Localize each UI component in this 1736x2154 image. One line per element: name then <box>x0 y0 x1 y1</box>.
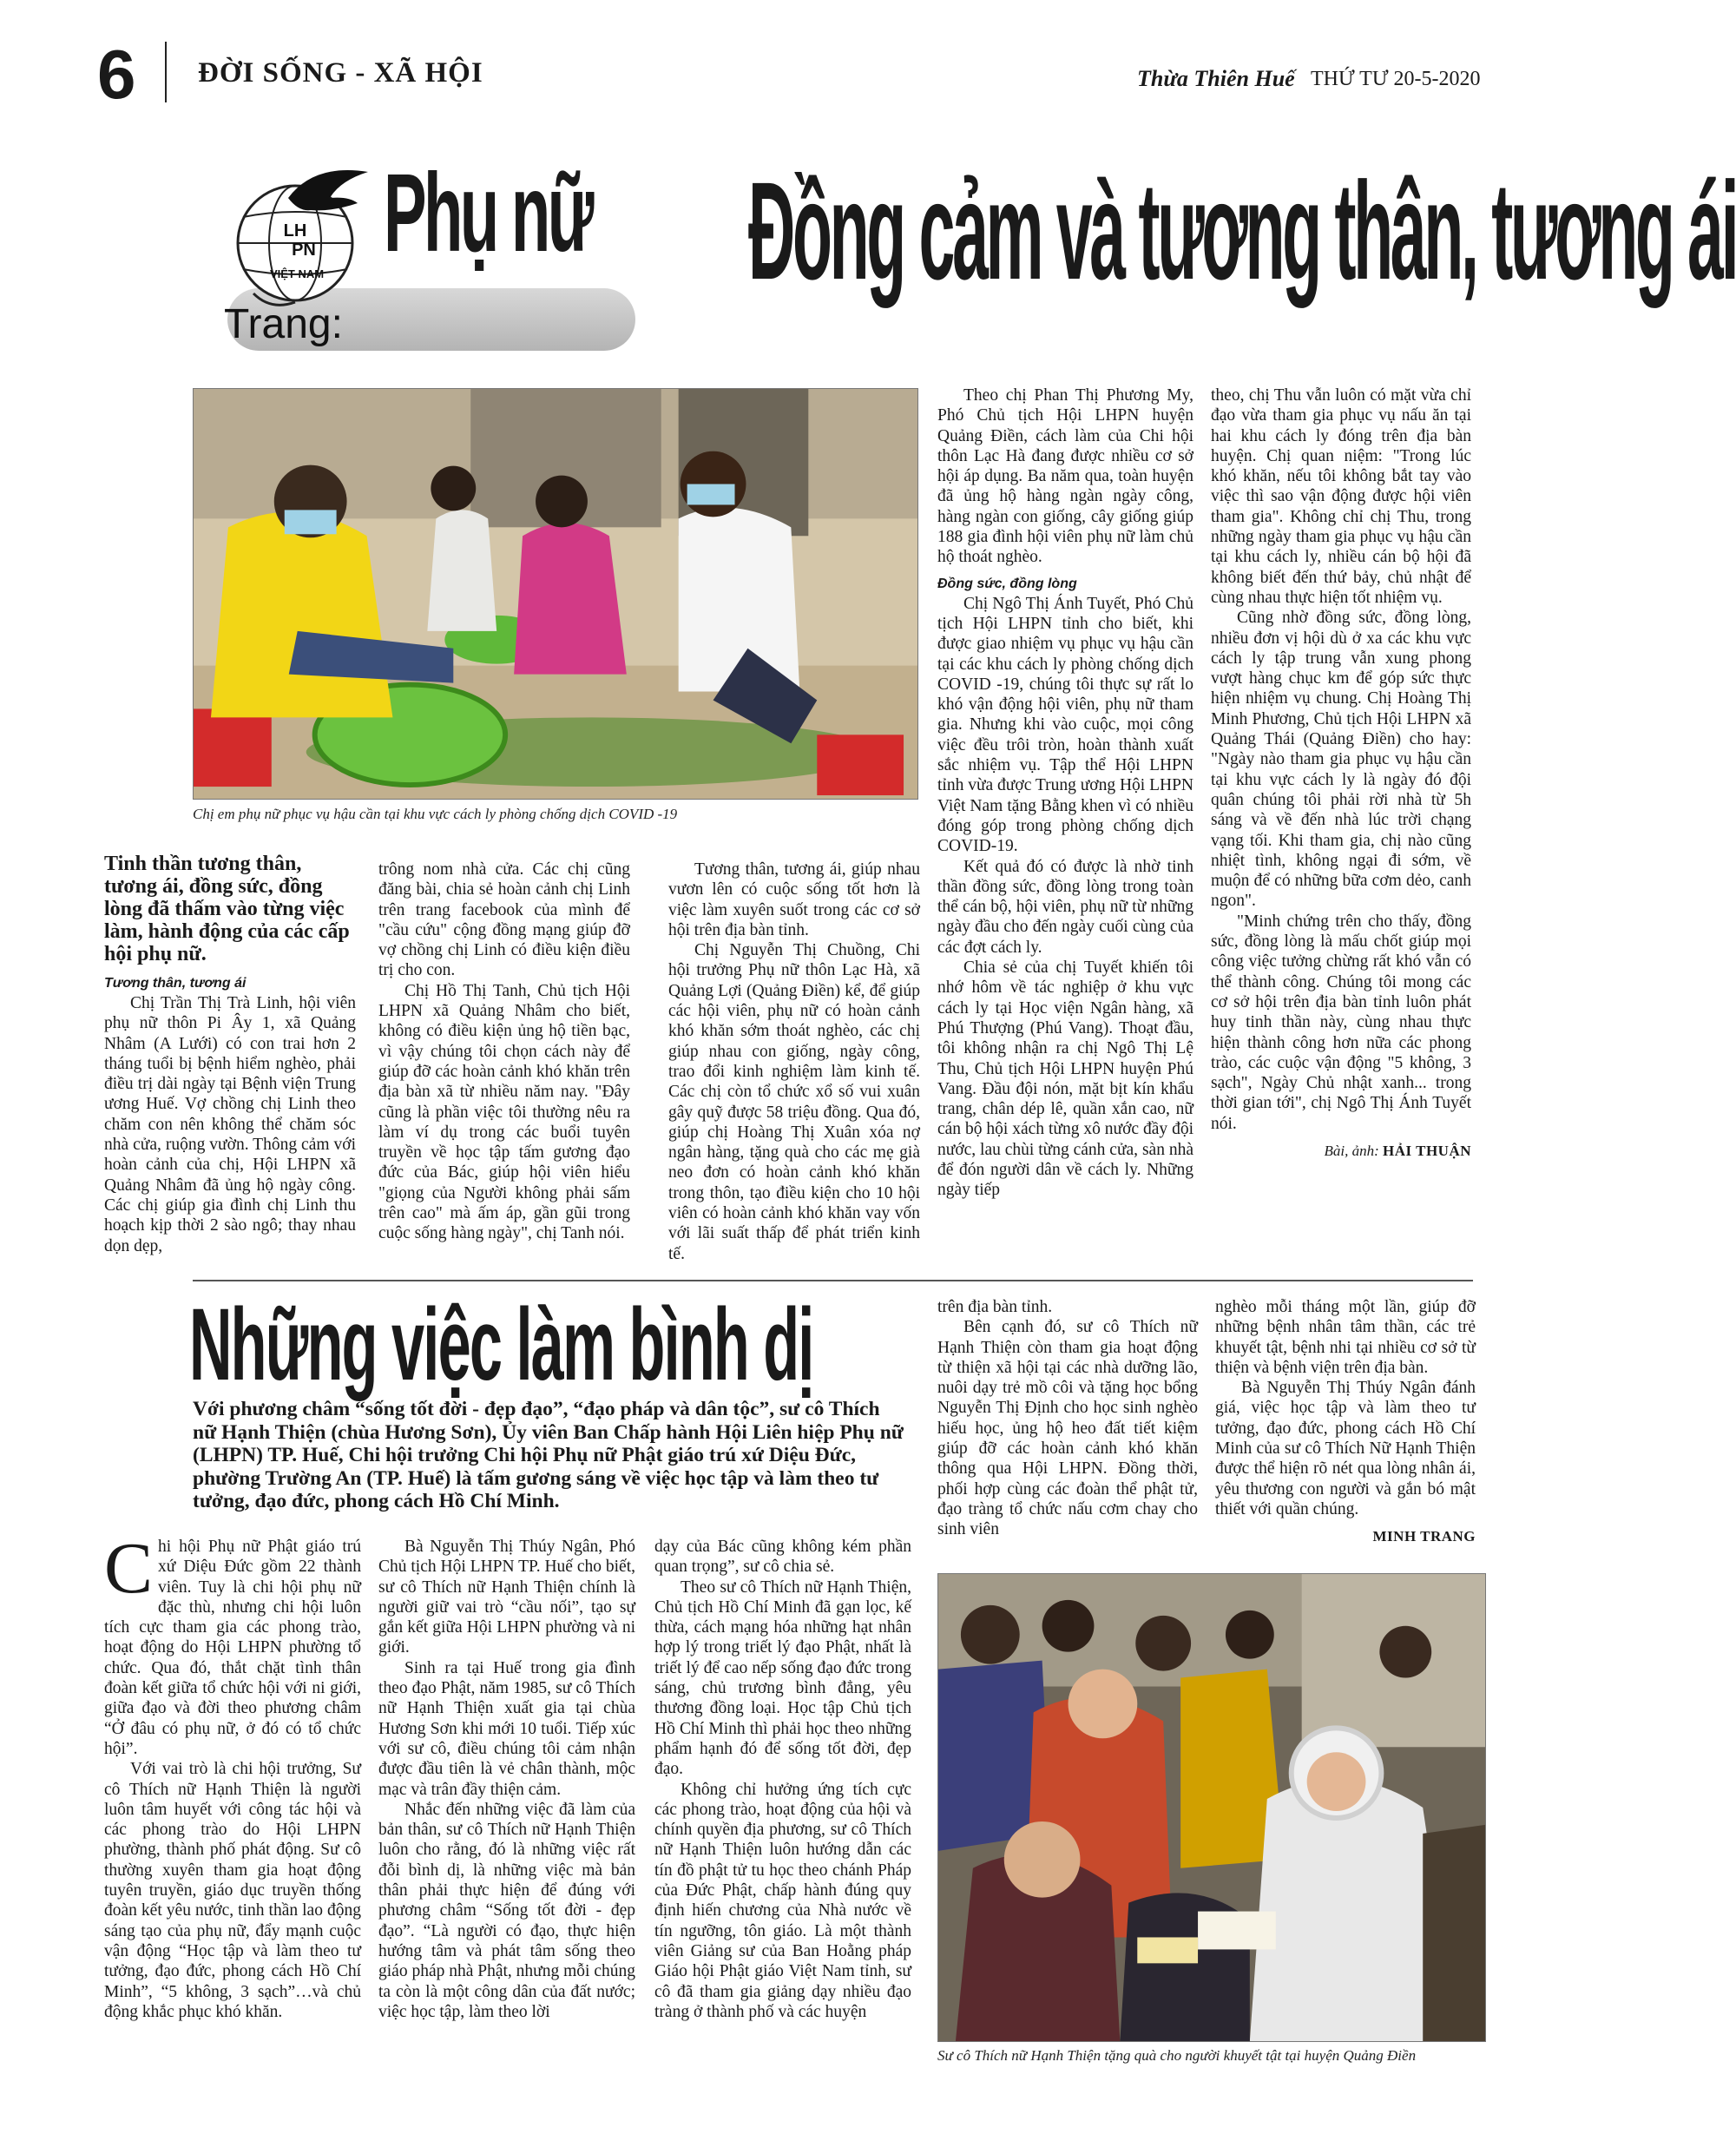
article1-paragraph: Cũng nhờ đồng sức, đồng lòng, nhiều đơn vị hội dù ở xa các khu vực cách ly tập trung vẫn xung phong vượt hàng chục km để góp sức thực hiện nhiệm vụ chung. Chị Hoàng Thị Minh Phương, Chủ tịch Hội LHPN xã Quảng Thái (Quảng Điền) cho hay: "Ngày nào tham gia phục vụ hậu cần tại khu vực cách ly là ngày đó đội quân chúng tôi phải rời nhà từ 5h sáng và về đến nhà lúc trời chạng vạng tối. Khi tham gia, chị nào cũng nhiệt tình, không ngại đi sớm, về muộn để có những bữa cơm dẻo, canh ngon". <box>1211 609 1471 911</box>
article2-photo-caption: Sư cô Thích nữ Hạnh Thiện tặng quà cho người khuyết tật tại huyện Quảng Điền <box>937 2047 1417 2064</box>
byline-prefix: Bài, ảnh: <box>1324 1142 1379 1159</box>
article2-paragraph: Theo sư cô Thích nữ Hạnh Thiện, Chủ tịch Hồ Chí Minh đã gạn lọc, kế thừa, cách mạng hóa những hạt nhân hợp lý trong triết lý đạo Phật, nhất là triết lý để cao nếp sống đạo đức trong sáng, chủ trương bình đẳng, yêu thương đồng loại. Học tập Chủ tịch Hồ Chí Minh thì phải học theo những phẩm hạnh đó để sống tốt đời, đẹp đạo. <box>654 1578 911 1779</box>
article1-paragraph: Kết quả đó có được là nhờ tinh thần đồng sức, đồng lòng trong toàn thể cán bộ, hội viên, phụ nữ từ những ngày đầu cho đến ngày cuối cùng của các đợt cách ly. <box>937 857 1194 957</box>
article2-column-4 <box>937 1297 1198 1540</box>
article2-paragraph: nghèo mỗi tháng một lần, giúp đỡ những bệnh nhân tâm thần, các trẻ khuyết tật, bệnh nhi tại nhiều cơ sở từ thiện và bệnh viện trên địa bàn. <box>1215 1298 1476 1377</box>
article2-paragraph: Không chỉ hưởng ứng tích cực các phong trào, hoạt động của hội và chính quyền địa phương, sư cô Thích nữ Hạnh Thiện luôn hướng dẫn các tín đồ phật tử tu học theo chánh Pháp của Đức Phật, chấp hành đúng quy định hiến chương của Nhà nước về tín ngưỡng, tôn giáo. Là một thành viên Giảng sư của Ban Hoằng pháp Giáo hội Phật giáo Việt Nam tỉnh, sư cô đã tham gia giảng dạy nhiều đạo tràng ở thành phố và các huyện <box>654 1780 911 2021</box>
article1-headline: Đồng cảm và tương thân, tương ái <box>748 153 1736 308</box>
article2-paragraph: hi hội Phụ nữ Phật giáo trú xứ Diệu Đức gồm 22 thành viên. Tuy là chi hội phụ nữ đặc thù, nhưng chi hội luôn tích cực tham gia các phong trào, hoạt động do Hội LHPN phường tổ chức. Qua đó, thắt chặt tình thân đoàn kết giữa tổ chức hội với ni giới, giữa đạo và đời theo phương châm “Ở đâu có phụ nữ, ở đó có tổ chức hội”. <box>104 1538 361 1758</box>
article1-column-5 <box>1211 385 1471 1161</box>
article1-paragraph: Chị Nguyễn Thị Chuồng, Chi hội trưởng Phụ nữ thôn Lạc Hà, xã Quảng Lợi (Quảng Điền) kể, để giúp các hội viên, phụ nữ có hoàn cảnh khó khăn sớm thoát nghèo, các chị giúp nhau con giống, ngày công, trao đổi kinh nghiệm làm kinh tế. Các chị còn tổ chức xổ số vui xuân gây quỹ được 58 triệu đồng. Qua đó, giúp chị Hoàng Thị Xuân xóa nợ ngân hàng, tặng quà cho các mẹ già neo đơn có hoàn cảnh khó khăn trong thôn, tạo điều kiện cho 10 hội viên có hoàn cảnh khó khăn vay vốn với lãi suất thấp để phát triển kinh tế. <box>668 941 920 1263</box>
article2-byline <box>1215 1526 1476 1546</box>
article1-paragraph: Chia sẻ của chị Tuyết khiến tôi nhớ hôm về tác nghiệp ở khu vực cách ly tại Học viện Ngân hàng, xã Phú Thượng (Phú Vang). Thoạt đầu, tôi không nhận ra chị Ngô Thị Lệ Thu, Chủ tịch Hội LHPN huyện Phú Vang. Đầu đội nón, mặt bịt kín khẩu trang, chân dép lê, quần xắn cao, nữ cán bộ hội xách từng xô nước đầy đội nước, lau chùi từng cánh cửa, sàn nhà để đón người dân về cách ly. Những ngày tiếp <box>937 958 1194 1200</box>
article2-paragraph: Bà Nguyễn Thị Thúy Ngân, Phó Chủ tịch Hội LHPN TP. Huế cho biết, sư cô Thích nữ Hạnh Thiện chính là người giữ vai trò “cầu nối”, tạo sự gắn kết giữa Hội LHPN phường và ni giới. <box>378 1538 635 1657</box>
article1-paragraph: theo, chị Thu vẫn luôn có mặt vừa chỉ đạo vừa tham gia phục vụ nấu ăn tại hai khu cách ly đóng trên địa bàn huyện. Chị quan niệm: "Trong lúc khó khăn, nếu tôi không bắt tay vào việc thì sao vận động được hội viên tham gia". Không chỉ chị Thu, trong những ngày tham gia phục vụ hậu cần tại khu cách ly, nhiều cán bộ hội đã không biết đến thứ bảy, chủ nhật để cùng nhau thực hiện tốt nhiệm vụ. <box>1211 386 1471 607</box>
article1-paragraph: Chị Hồ Thị Tanh, Chủ tịch Hội LHPN xã Quảng Nhâm cho biết, không có điều kiện ủng hộ tiền bạc, vì vậy chúng tôi chọn cách này để giúp đỡ các hoàn cảnh khó khăn trên địa bàn xã từ nhiều năm nay. "Đây cũng là phần việc tôi thường nêu ra làm ví dụ trong các buổi tuyên truyền về học tập tấm gương đạo đức của Bác, giúp hội viên hiểu "giọng của Người không phải sấm trên cao" mà ấm áp, gần gũi trong cuộc sống hàng ngày", chị Tanh nói. <box>378 981 630 1243</box>
article1-paragraph: trông nom nhà cửa. Các chị cũng đăng bài, chia sẻ hoàn cảnh chị Linh trên trang facebook của mình để "cầu cứu" cộng đồng mạng giúp đỡ vợ chồng chị Linh có điều kiện điều trị cho con. <box>378 860 630 980</box>
article2-paragraph: Bà Nguyễn Thị Thúy Ngân đánh giá, việc học tập và làm theo tư tưởng, đạo đức, phong cách Hồ Chí Minh của sư cô Thích Nữ Hạnh Thiện được thể hiện rõ nét qua lòng nhân ái, yêu thương con người và gắn bó mật thiết với quần chúng. <box>1215 1379 1476 1518</box>
article1-column-3 <box>668 860 920 1264</box>
article1-subhead-1: Tương thân, tương ái <box>104 976 247 991</box>
article1-paragraph: Chị Ngô Thị Ánh Tuyết, Phó Chủ tịch Hội LHPN tỉnh cho biết, khi được giao nhiệm vụ phục vụ hậu cần tại các khu cách ly phòng chống dịch COVID -19, chúng tôi thực sự rất lo khó vận động hội viên, phụ nữ tham gia. Nhưng khi vào cuộc, mọi công việc đều trôi tròn, hoàn thành xuất sắc nhiệm vụ. Tập thể Hội LHPN tỉnh vừa được Trung ương Hội LHPN Việt Nam tặng Bằng khen vì có nhiều đóng góp trong phòng chống dịch COVID-19. <box>937 594 1194 856</box>
section-title: ĐỜI SỐNG - XÃ HỘI <box>198 57 483 89</box>
article1-paragraph: Chị Trần Thị Trà Linh, hội viên phụ nữ thôn Pi Ây 1, xã Quảng Nhâm (A Lưới) có con trai hơn 2 tháng tuổi bị bệnh hiểm nghèo, phải điều trị dài ngày tại Bệnh viện Trung ương Huế. Vợ chồng chị Linh theo chăm con nên không thể chăm sóc nhà cửa, ruộng vườn. Thông cảm với hoàn cảnh của chị, Hội LHPN xã Quảng Nhâm đã ủng hộ ngày công. Các chị giúp gia đình chị Linh thu hoạch kịp thời 2 sào ngô; thay nhau dọn dẹp, <box>104 994 356 1255</box>
emblem-text-vn: VIỆT NAM <box>269 267 325 280</box>
issue-date: THỨ TƯ 20-5-2020 <box>1311 68 1481 90</box>
article2-paragraph: Sinh ra tại Huế trong gia đình theo đạo Phật, năm 1985, sư cô Thích nữ Hạnh Thiện xuất gia tại chùa Hương Sơn khi mới 10 tuổi. Tiếp xúc với sư cô, điều chúng tôi cảm nhận được đầu tiên là vẻ chân thành, mộc mạc và trân đầy thiện cảm. <box>378 1658 635 1799</box>
article1-subhead-2: Đồng sức, đồng lòng <box>937 576 1077 591</box>
article2-paragraph: Bên cạnh đó, sư cô Thích nữ Hạnh Thiện còn tham gia hoạt động từ thiện xã hội tại các nhà dưỡng lão, nuôi dạy trẻ mồ côi và tặng học bổng Nguyễn Thị Định cho học sinh nghèo hiếu học, ủng hộ heo đất tiết kiệm giúp đỡ các hoàn cảnh khó khăn thông qua Hội LHPN. Đồng thời, phối hợp cùng các đoàn thể phật tử, đạo tràng tổ chức nấu cơm chay cho sinh viên <box>937 1318 1198 1539</box>
article1-photo-caption: Chị em phụ nữ phục vụ hậu cần tại khu vực cách ly phòng chống dịch COVID -19 <box>193 806 678 822</box>
drop-cap: C <box>104 1528 154 1609</box>
article2-paragraph: trên địa bàn tỉnh. <box>937 1298 1053 1316</box>
article2-paragraph: Nhắc đến những việc đã làm của bản thân, sư cô Thích nữ Hạnh Thiện luôn cho rằng, đó là những việc rất đỗi bình dị, là những việc mà bản thân phải thực hiện để đúng với phương châm “Sống tốt đời - đẹp đạo”. “Là người có đạo, thực hiện hướng tâm và phát tâm sống theo giáo pháp nhà Phật, nhưng mỗi chúng ta còn là một công dân của đất nước; việc học tập, làm theo lời <box>378 1800 635 2021</box>
column-title: Phụ nữ <box>384 151 592 275</box>
article2-column-3 <box>654 1537 911 2022</box>
article1-column-2 <box>378 860 630 1244</box>
article2-column-5 <box>1215 1297 1476 1547</box>
article2-paragraph: Với vai trò là chi hội trưởng, Sư cô Thích nữ Hạnh Thiện là người luôn tâm huyết với công tác hội và các phong trào do Hội LHPN phường, thành phố phát động. Sư cô thường xuyên tham gia hoạt động tuyên truyền, giáo dục truyền thống đoàn kết yêu nước, tinh thần lao động sáng tạo của phụ nữ, đẩy mạnh cuộc vận động “Học tập và làm theo tư tưởng, đạo đức, phong cách Hồ Chí Minh”, “5 không, 3 sạch”…và chủ động khắc phục khó khăn. <box>104 1760 361 2021</box>
byline-author: MINH TRANG <box>1372 1528 1476 1545</box>
article1-photo <box>193 388 918 800</box>
article2-headline: Những việc làm bình dị <box>189 1288 813 1402</box>
newspaper-name: Thừa Thiên Huế <box>1137 66 1295 91</box>
article2-photo <box>937 1573 1486 2042</box>
article2-lede: Với phương châm “sống tốt đời - đẹp đạo”, “đạo pháp và dân tộc”, sư cô Thích nữ Hạnh Thiện (chùa Hương Sơn), Ủy viên Ban Chấp hành Hội Liên hiệp Phụ nữ (LHPN) TP. Huế, Chi hội trưởng Chi hội Phụ nữ Phật giáo trú xứ Diệu Đức, phường Trường An (TP. Huế) là tấm gương sáng về việc học tập và làm theo tư tưởng, đạo đức, phong cách Hồ Chí Minh. <box>193 1398 904 1512</box>
article1-byline <box>1211 1141 1471 1161</box>
article1-paragraph: "Minh chứng trên cho thấy, đồng sức, đồng lòng là mấu chốt giúp mọi công việc tưởng chừng rất khó vẫn có thể thành công. Chúng tôi mong các cơ sở hội trên địa bàn tỉnh luôn phát huy tinh thần này, cùng nhau thực hiện thành công hơn nữa các phong trào, các cuộc vận động "5 không, 3 sạch", Ngày Chủ nhật xanh... trong thời gian tới", chị Ngô Thị Ánh Tuyết nói. <box>1211 912 1471 1133</box>
article2-column-2 <box>378 1537 635 2022</box>
page-number: 6 <box>97 36 136 113</box>
emblem-text-pn: PN <box>292 240 316 260</box>
article1-column-4 <box>937 385 1194 1201</box>
header-divider <box>165 42 167 102</box>
article1-paragraph: Tương thân, tương ái, giúp nhau vươn lên có cuộc sống tốt hơn là việc làm xuyên suốt trong các cơ sở hội trên địa bàn tỉnh. <box>668 860 920 939</box>
article1-paragraph: Theo chị Phan Thị Phương My, Phó Chủ tịch Hội LHPN huyện Quảng Điền, cách làm của Chi hội thôn Lạc Hà đang được nhiều cơ sở hội áp dụng. Ba năm qua, toàn huyện đã ủng hộ hàng ngàn ngày công, hàng ngàn con giống, cây giống giúp 188 gia đình hội viên phụ nữ làm chủ hộ thoát nghèo. <box>937 386 1194 567</box>
womens-union-emblem-icon <box>227 163 375 311</box>
article1-lede: Tinh thần tương thân, tương ái, đồng sức, đồng lòng đã thấm vào từng việc làm, hành động của các cấp hội phụ nữ. <box>104 853 350 965</box>
article2-paragraph: dạy của Bác cũng không kém phần quan trọng”, sư cô chia sẻ. <box>654 1538 911 1577</box>
column-label: Trang: <box>224 301 343 347</box>
article2-column-1 <box>104 1528 361 2022</box>
article1-column-1 <box>104 853 356 1256</box>
article-divider <box>193 1280 1473 1281</box>
byline-author: HẢI THUẬN <box>1383 1142 1471 1159</box>
emblem-text-lh: LH <box>283 221 307 240</box>
